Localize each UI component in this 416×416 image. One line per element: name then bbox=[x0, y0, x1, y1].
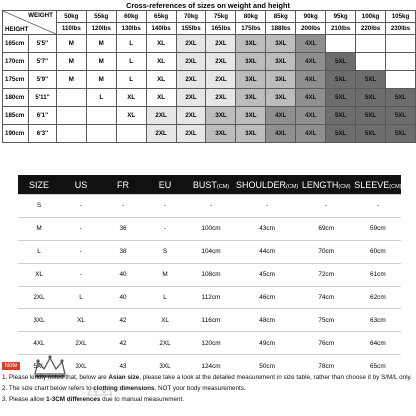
size-cell: 3XL bbox=[236, 35, 266, 53]
size-cell: 2XL bbox=[206, 35, 236, 53]
measurement-cell: 38 bbox=[102, 240, 144, 263]
size-cell: XL bbox=[146, 71, 176, 89]
measurement-cell: - bbox=[354, 195, 401, 218]
size-cell: L bbox=[116, 35, 146, 53]
size-cell: 4XL bbox=[296, 89, 326, 107]
header-label: US bbox=[74, 179, 88, 190]
size-cell: 5XL bbox=[356, 71, 386, 89]
size-cell: L bbox=[86, 89, 116, 107]
header-label: BUST bbox=[192, 179, 217, 190]
size-cell: 5XL bbox=[356, 125, 386, 143]
weight-height-table bbox=[2, 10, 416, 143]
size-cell: 5XL bbox=[386, 125, 416, 143]
weight-lbs-header: 175lbs bbox=[236, 23, 266, 35]
size-cell: 3XL bbox=[236, 89, 266, 107]
note-line-3: 3. Please allow 1-3CM differences due to manual measurement. bbox=[2, 396, 185, 403]
measurement-cell: 70cm bbox=[298, 240, 354, 263]
measurement-cell: - bbox=[102, 195, 144, 218]
measurement-cell: 3XL bbox=[144, 355, 186, 377]
header-unit: (CM) bbox=[286, 183, 299, 190]
weight-lbs-header: 188lbs bbox=[266, 23, 296, 35]
weight-kg-header: 55kg bbox=[86, 11, 116, 23]
size-cell bbox=[356, 35, 386, 53]
weight-kg-header: 90kg bbox=[296, 11, 326, 23]
header-unit: (CM) bbox=[216, 183, 230, 190]
size-measurement-table bbox=[18, 175, 401, 377]
height-cm-cell: 175cm bbox=[3, 71, 29, 89]
size-label-cell: S bbox=[18, 195, 60, 218]
size-chart-header bbox=[236, 175, 298, 195]
height-ft-cell: 5'9'' bbox=[28, 71, 56, 89]
measurement-cell: 120cm bbox=[186, 332, 236, 355]
weight-lbs-header: 140lbs bbox=[146, 23, 176, 35]
size-chart-header bbox=[60, 175, 102, 195]
height-row bbox=[3, 53, 416, 71]
header-unit: (CM) bbox=[389, 183, 402, 190]
height-ft-cell: 6'3'' bbox=[28, 125, 56, 143]
measurement-cell: 43cm bbox=[236, 217, 298, 240]
size-cell: 2XL bbox=[176, 89, 206, 107]
size-cell: 3XL bbox=[236, 53, 266, 71]
size-label-cell: L bbox=[18, 240, 60, 263]
size-cell bbox=[326, 35, 356, 53]
size-cell: 3XL bbox=[206, 125, 236, 143]
measurement-cell: L bbox=[60, 286, 102, 309]
measurement-cell: 60cm bbox=[354, 240, 401, 263]
measurement-cell: 40 bbox=[102, 263, 144, 286]
measurement-cell: 45cm bbox=[236, 263, 298, 286]
measurement-cell: - bbox=[60, 263, 102, 286]
header-label: SHOULDER bbox=[236, 179, 287, 190]
size-cell: XL bbox=[146, 53, 176, 71]
measurement-cell: 75cm bbox=[298, 309, 354, 332]
size-cell: L bbox=[116, 53, 146, 71]
size-cell: 5XL bbox=[326, 107, 356, 125]
measurement-cell: 72cm bbox=[298, 263, 354, 286]
weight-lbs-header: 120lbs bbox=[86, 23, 116, 35]
measurement-cell: 42 bbox=[102, 309, 144, 332]
size-cell bbox=[86, 107, 116, 125]
measurement-cell: - bbox=[60, 240, 102, 263]
table-corner-cell bbox=[3, 11, 57, 35]
size-cell: 3XL bbox=[236, 125, 266, 143]
size-cell: 2XL bbox=[146, 107, 176, 125]
height-ft-cell: 5'11'' bbox=[28, 89, 56, 107]
measurement-cell: 2XL bbox=[144, 332, 186, 355]
size-chart-header bbox=[18, 175, 60, 195]
measurement-cell: 112cm bbox=[186, 286, 236, 309]
height-ft-cell: 5'7'' bbox=[28, 53, 56, 71]
size-cell: 5XL bbox=[386, 107, 416, 125]
measurement-cell: - bbox=[144, 217, 186, 240]
size-cell: 5XL bbox=[326, 53, 356, 71]
height-row bbox=[3, 107, 416, 125]
measurement-cell: XL bbox=[60, 309, 102, 332]
measurement-cell: - bbox=[60, 195, 102, 218]
weight-kg-header: 95kg bbox=[326, 11, 356, 23]
size-cell: M bbox=[56, 35, 86, 53]
weight-lbs-header: 210lbs bbox=[326, 23, 356, 35]
header-label: EU bbox=[158, 179, 172, 190]
measurement-cell: M bbox=[144, 263, 186, 286]
measurement-cell: 42 bbox=[102, 332, 144, 355]
size-cell: 4XL bbox=[266, 125, 296, 143]
size-cell: 5XL bbox=[356, 107, 386, 125]
measurement-cell: 116cm bbox=[186, 309, 236, 332]
size-chart-header bbox=[102, 175, 144, 195]
size-chart-row bbox=[18, 263, 401, 286]
measurement-cell: 65cm bbox=[354, 355, 401, 377]
size-label-cell: 3XL bbox=[18, 309, 60, 332]
header-label: LENGTH bbox=[301, 179, 339, 190]
size-cell: 5XL bbox=[356, 89, 386, 107]
measurement-cell: - bbox=[144, 195, 186, 218]
measurement-cell: 3XL bbox=[60, 355, 102, 377]
size-cell: M bbox=[56, 71, 86, 89]
weight-lbs-header: 220lbs bbox=[356, 23, 386, 35]
weight-lbs-header: 130lbs bbox=[116, 23, 146, 35]
measurement-cell: 63cm bbox=[354, 309, 401, 332]
weight-kg-header: 100kg bbox=[356, 11, 386, 23]
size-label-cell: M bbox=[18, 217, 60, 240]
height-cm-cell: 185cm bbox=[3, 107, 29, 125]
height-cm-cell: 190cm bbox=[3, 125, 29, 143]
size-cell: XL bbox=[116, 89, 146, 107]
size-cell: 3XL bbox=[266, 89, 296, 107]
measurement-cell: 100cm bbox=[186, 217, 236, 240]
size-cell: 2XL bbox=[176, 53, 206, 71]
weight-kg-header: 60kg bbox=[116, 11, 146, 23]
size-cell bbox=[386, 35, 416, 53]
measurement-cell: 43 bbox=[102, 355, 144, 377]
size-cell: 3XL bbox=[266, 53, 296, 71]
measurement-cell: 104cm bbox=[186, 240, 236, 263]
size-cell: 3XL bbox=[206, 107, 236, 125]
size-chart-row bbox=[18, 195, 401, 218]
header-unit: (CM) bbox=[338, 183, 351, 190]
size-cell bbox=[56, 125, 86, 143]
measurement-cell: 36 bbox=[102, 217, 144, 240]
measurement-cell: 44cm bbox=[236, 240, 298, 263]
size-chart-header bbox=[354, 175, 401, 195]
measurement-cell: 61cm bbox=[354, 263, 401, 286]
size-cell: 4XL bbox=[296, 125, 326, 143]
size-cell: 2XL bbox=[176, 71, 206, 89]
weight-lbs-header: 200lbs bbox=[296, 23, 326, 35]
measurement-cell: - bbox=[236, 195, 298, 218]
size-cell bbox=[386, 71, 416, 89]
measurement-cell: 74cm bbox=[298, 286, 354, 309]
measurement-cell: 124cm bbox=[186, 355, 236, 377]
measurement-cell: 64cm bbox=[354, 332, 401, 355]
size-chart-row bbox=[18, 309, 401, 332]
size-cell: M bbox=[56, 53, 86, 71]
measurement-cell: 76cm bbox=[298, 332, 354, 355]
size-cell: 5XL bbox=[326, 71, 356, 89]
size-cell: M bbox=[86, 53, 116, 71]
size-cell: L bbox=[116, 71, 146, 89]
size-label-cell: 5XL bbox=[18, 355, 60, 377]
size-cell: 3XL bbox=[236, 107, 266, 125]
header-label: FR bbox=[117, 179, 129, 190]
size-cell: 2XL bbox=[176, 35, 206, 53]
size-cell: 2XL bbox=[206, 89, 236, 107]
weight-kg-header: 70kg bbox=[176, 11, 206, 23]
measurement-cell: 46cm bbox=[236, 286, 298, 309]
size-cell: 2XL bbox=[176, 107, 206, 125]
note-line-1: 1. Please kindly noted that, below are Asian size, please take a look at the detailed measurement in size table, rather than choose it by S/M/L only. bbox=[2, 374, 412, 381]
size-cell: 4XL bbox=[296, 35, 326, 53]
size-chart-row bbox=[18, 332, 401, 355]
size-cell: 5XL bbox=[386, 89, 416, 107]
measurement-cell: S bbox=[144, 240, 186, 263]
measurement-cell: - bbox=[60, 217, 102, 240]
measurement-cell: 59cm bbox=[354, 217, 401, 240]
height-axis-label: HEIGHT bbox=[5, 26, 29, 33]
size-chart-row bbox=[18, 286, 401, 309]
size-cell: 2XL bbox=[206, 71, 236, 89]
height-row bbox=[3, 35, 416, 53]
size-chart-header bbox=[186, 175, 236, 195]
weight-kg-header: 85kg bbox=[266, 11, 296, 23]
size-chart-row bbox=[18, 217, 401, 240]
weight-lbs-header: 110lbs bbox=[56, 23, 86, 35]
size-cell bbox=[356, 53, 386, 71]
header-label: SLEEVE bbox=[354, 179, 390, 190]
size-label-cell: XL bbox=[18, 263, 60, 286]
measurement-cell: 78cm bbox=[298, 355, 354, 377]
weight-kg-header: 50kg bbox=[56, 11, 86, 23]
height-cm-cell: 165cm bbox=[3, 35, 29, 53]
height-cm-cell: 180cm bbox=[3, 89, 29, 107]
measurement-cell: 2XL bbox=[60, 332, 102, 355]
measurement-cell: 50cm bbox=[236, 355, 298, 377]
measurement-cell: 40 bbox=[102, 286, 144, 309]
size-cell: 4XL bbox=[266, 107, 296, 125]
size-cell: 3XL bbox=[266, 35, 296, 53]
weight-lbs-header: 165lbs bbox=[206, 23, 236, 35]
size-label-cell: 4XL bbox=[18, 332, 60, 355]
measurement-cell: 69cm bbox=[298, 217, 354, 240]
size-cell: 2XL bbox=[176, 125, 206, 143]
weight-axis-label: WEIGHT bbox=[28, 12, 53, 19]
size-cell: XL bbox=[116, 107, 146, 125]
section-divider bbox=[0, 163, 416, 175]
size-cell: 4XL bbox=[296, 53, 326, 71]
size-cell bbox=[386, 53, 416, 71]
size-cell: M bbox=[86, 35, 116, 53]
size-cell: 2XL bbox=[206, 53, 236, 71]
weight-lbs-header: 155lbs bbox=[176, 23, 206, 35]
size-cell: XL bbox=[146, 35, 176, 53]
weight-kg-header: 75kg bbox=[206, 11, 236, 23]
measurement-cell: - bbox=[298, 195, 354, 218]
height-cm-cell: 170cm bbox=[3, 53, 29, 71]
size-cell: 4XL bbox=[296, 71, 326, 89]
size-cell bbox=[116, 125, 146, 143]
chart-title: Cross-references of sizes on weight and height bbox=[126, 1, 290, 10]
weight-kg-header: 80kg bbox=[236, 11, 266, 23]
size-chart-row bbox=[18, 240, 401, 263]
height-ft-cell: 5'5'' bbox=[28, 35, 56, 53]
size-cell: 3XL bbox=[236, 71, 266, 89]
size-chart-header bbox=[298, 175, 354, 195]
measurement-cell: - bbox=[186, 195, 236, 218]
measurement-cell: 108cm bbox=[186, 263, 236, 286]
size-cell bbox=[56, 89, 86, 107]
height-ft-cell: 6'1'' bbox=[28, 107, 56, 125]
weight-lbs-header: 230lbs bbox=[386, 23, 416, 35]
size-cell bbox=[86, 125, 116, 143]
height-row bbox=[3, 89, 416, 107]
size-cell: 5XL bbox=[326, 125, 356, 143]
measurement-cell: 62cm bbox=[354, 286, 401, 309]
header-label: SIZE bbox=[28, 179, 49, 190]
note-line-2: 2. The size chart below refers to clothing dimensions, NOT your body measurements. bbox=[2, 385, 246, 392]
measurement-cell: 49cm bbox=[236, 332, 298, 355]
size-cell: XL bbox=[146, 89, 176, 107]
size-chart-header bbox=[144, 175, 186, 195]
height-row bbox=[3, 125, 416, 143]
measurement-cell: L bbox=[144, 286, 186, 309]
weight-kg-header: 105kg bbox=[386, 11, 416, 23]
watermark-logo-icon bbox=[84, 384, 124, 398]
size-cell: 3XL bbox=[266, 71, 296, 89]
size-cell bbox=[56, 107, 86, 125]
weight-kg-header: 65kg bbox=[146, 11, 176, 23]
measurement-cell: XL bbox=[144, 309, 186, 332]
size-cell: M bbox=[86, 71, 116, 89]
measurement-cell: 48cm bbox=[236, 309, 298, 332]
size-cell: 5XL bbox=[326, 89, 356, 107]
size-label-cell: 2XL bbox=[18, 286, 60, 309]
height-row bbox=[3, 71, 416, 89]
size-cell: 2XL bbox=[146, 125, 176, 143]
note-badge: Note bbox=[2, 362, 20, 370]
size-cell: 4XL bbox=[296, 107, 326, 125]
